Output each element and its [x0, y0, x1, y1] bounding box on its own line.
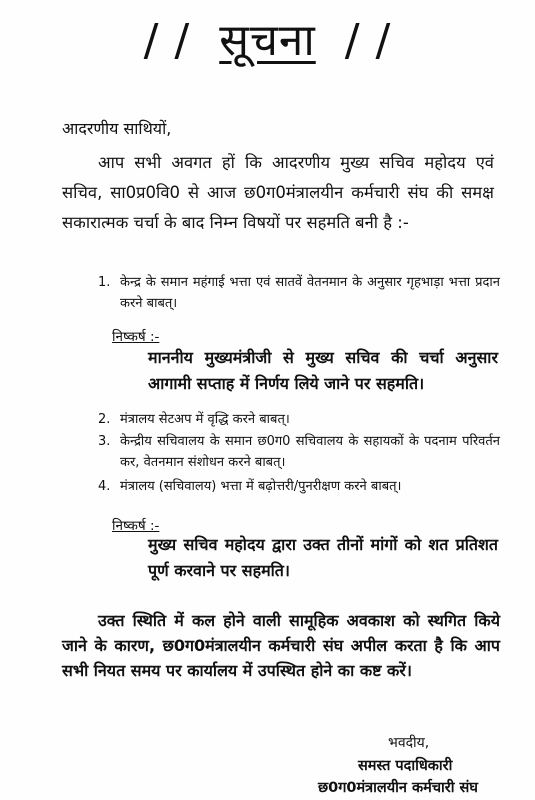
list-item-text: केन्द्र के समान महंगाई भत्ता एवं सातवें वेतनमान के अनुसार गृहभाड़ा भत्ता प्रदान करने बाबत्। [120, 275, 500, 311]
heading-left-marks: / / [143, 15, 191, 66]
closing-organization: छ0ग0मंत्रालयीन कर्मचारी संघ [318, 780, 478, 796]
conclusion-label: निष्कर्ष :- [112, 518, 160, 534]
list-item-number: 4. [98, 479, 111, 494]
list-item-number: 1. [98, 275, 111, 290]
conclusion-label: निष्कर्ष :- [112, 329, 160, 345]
conclusion-text: माननीय मुख्यमंत्रीजी से मुख्य सचिव की चर्चा अनुसार आगामी सप्ताह में निर्णय लिये जाने पर सहमति। [148, 348, 498, 393]
list-item-text: मंत्रालय सेटअप में वृद्धि करने बाबत्। [120, 412, 290, 427]
intro-paragraph: आप सभी अवगत हों कि आदरणीय मुख्य सचिव महोदय एवं सचिव, सा0प्र0वि0 से आज छ0ग0मंत्रालयीन कर्मचारी संघ की समक्ष सकारात्मक चर्चा के बाद निम्न विषयों पर सहमति बनी है :- [62, 153, 494, 232]
list-item [98, 431, 500, 473]
list-item-text: मंत्रालय (सचिवालय) भत्ता में बढ़ोत्तरी/पुनरीक्षण करने बाबत्। [120, 479, 402, 494]
heading-right-marks: / / [344, 15, 392, 66]
notice-heading [0, 6, 535, 76]
list-item-number: 3. [98, 434, 111, 449]
list-item [98, 476, 500, 497]
appeal-paragraph: उक्त स्थिति में कल होने वाली सामूहिक अवकाश को स्थगित किये जाने के कारण, छ0ग0मंत्रालयीन कर्मचारी संघ अपील करता है कि आप सभी नियत समय पर कार्यालय में उपस्थित होने का कष्ट करें। [62, 611, 500, 680]
list-item [98, 409, 500, 430]
salutation: आदरणीय साथियों, [62, 119, 172, 138]
closing-regards: भवदीय, [388, 735, 430, 751]
conclusion-text: मुख्य सचिव महोदय द्वारा उक्त तीनों मांगों को शत प्रतिशत पूर्ण करवाने पर सहमति। [148, 535, 498, 580]
closing-officials: समस्त पदाधिकारी [358, 758, 453, 774]
list-item-text: केन्द्रीय सचिवालय के समान छ0ग0 सचिवालय के सहायकों के पदनाम परिवर्तन कर, वेतनमान संशोधन करने बाबत्। [120, 434, 500, 470]
list-item [98, 272, 500, 314]
notice-title: सूचना [219, 15, 316, 66]
list-item-number: 2. [98, 412, 111, 427]
